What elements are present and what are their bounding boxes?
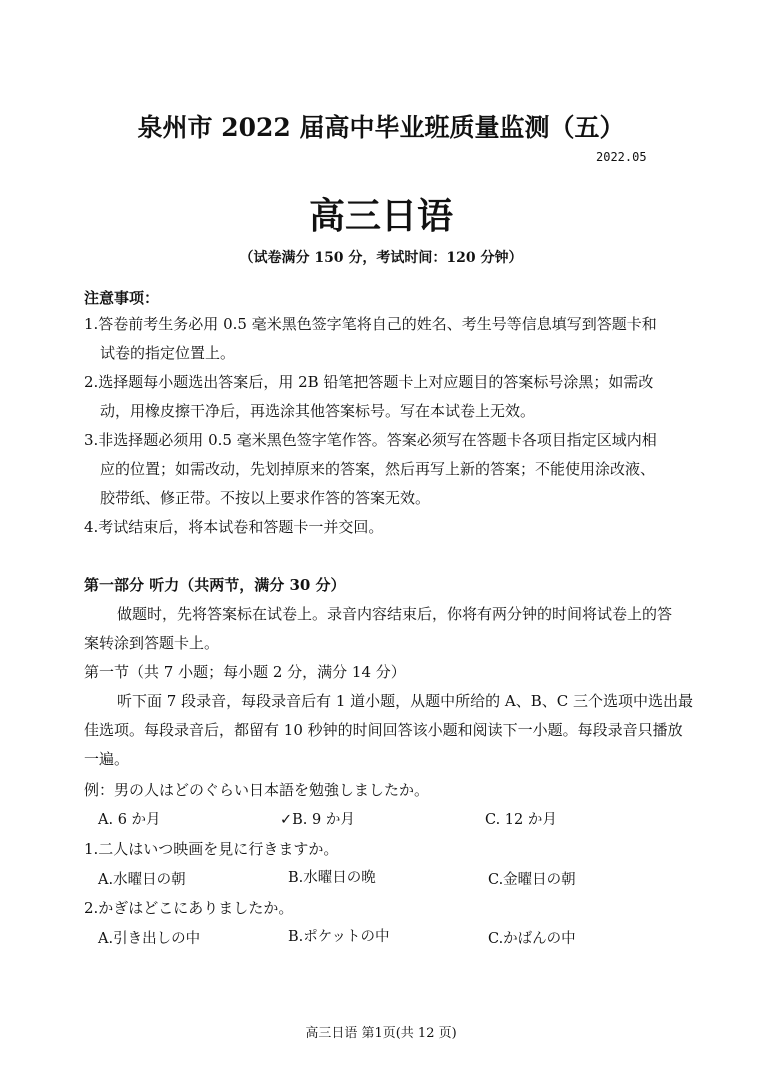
question-1-option-a: A.水曜日の朝 [98, 872, 186, 888]
question-1-option-b: B.水曜日の晩 [288, 870, 376, 886]
notice-item: 4.考试结束后，将本试卷和答题卡一并交回。 [84, 518, 384, 536]
section-title: 第一节（共 7 小题；每小题 2 分，满分 14 分） [84, 663, 406, 681]
notice-title: 注意事项： [84, 289, 160, 307]
notice-item: 动，用橡皮擦干净后，再选涂其他答案标号。写在本试卷上无效。 [100, 402, 536, 420]
example-option-b: ✓B. 9 か月 [280, 812, 355, 828]
question-2: 2.かぎはどこにありましたか。 [84, 899, 294, 917]
section-intro: 一遍。 [84, 750, 130, 768]
page-footer: 高三日语 第1页(共 12 页) [305, 1026, 457, 1041]
notice-item: 1.答卷前考生务必用 0.5 毫米黑色签字笔将自己的姓名、考生号等信息填写到答题卡和 [84, 315, 657, 333]
notice-item: 3.非选择题必须用 0.5 毫米黑色签字笔作答。答案必须写在答题卡各项目指定区域内相 [84, 431, 657, 449]
question-2-option-a: A.引き出しの中 [98, 931, 201, 947]
example-question: 例：男の人はどのぐらい日本語を勉強しましたか。 [84, 781, 430, 799]
section-intro: 听下面 7 段录音，每段录音后有 1 道小题，从题中所给的 A、B、C 三个选项中选出最 [117, 692, 694, 710]
part-intro: 案转涂到答题卡上。 [84, 634, 220, 652]
exam-info: （试卷满分 150 分，考试时间：120 分钟） [239, 250, 523, 266]
part-title: 第一部分 听力（共两节，满分 30 分） [84, 576, 346, 594]
notice-item: 胶带纸、修正带。不按以上要求作答的答案无效。 [100, 489, 431, 507]
subject-title: 高三日语 [308, 195, 453, 237]
notice-item: 2.选择题每小题选出答案后，用 2B 铅笔把答题卡上对应题目的答案标号涂黑；如需改 [84, 373, 654, 391]
example-option-c: C. 12 か月 [485, 812, 557, 828]
question-1-option-c: C.金曜日の朝 [488, 872, 576, 888]
notice-item: 试卷的指定位置上。 [100, 344, 236, 362]
exam-title: 泉州市 2022 届高中毕业班质量监测（五） [137, 113, 625, 142]
notice-item: 应的位置；如需改动，先划掉原来的答案，然后再写上新的答案；不能使用涂改液、 [100, 460, 656, 478]
question-2-option-c: C.かばんの中 [488, 931, 576, 947]
question-2-option-b: B.ポケットの中 [288, 929, 390, 945]
part-intro: 做题时，先将答案标在试卷上。录音内容结束后，你将有两分钟的时间将试卷上的答 [117, 605, 673, 623]
section-intro: 佳选项。每段录音后，都留有 10 秒钟的时间回答该小题和阅读下一小题。每段录音只播放 [84, 721, 683, 739]
question-1: 1.二人はいつ映画を見に行きますか。 [84, 840, 339, 858]
example-option-a: A. 6 か月 [98, 812, 161, 828]
exam-date: 2022.05 [596, 150, 647, 164]
